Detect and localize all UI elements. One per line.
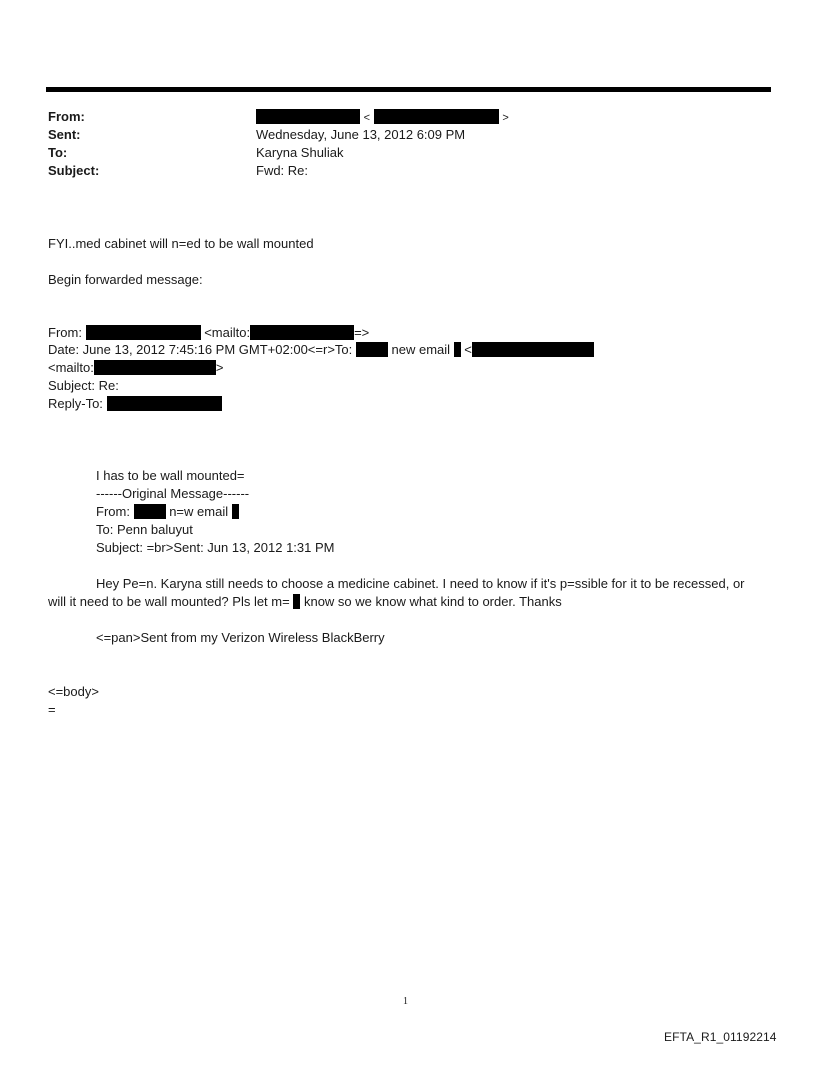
to-label: To: <box>48 145 68 160</box>
sent-label: Sent: <box>48 127 81 142</box>
redaction-block <box>256 109 360 124</box>
redaction-block <box>250 325 354 340</box>
reply-line: I has to be wall mounted= <box>96 468 245 483</box>
fwd-subject: Subject: Re: <box>48 378 119 393</box>
fwd-date: Date: June 13, 2012 7:45:16 PM GMT+02:00<=r>To: <box>48 342 353 357</box>
redaction-block <box>94 360 216 375</box>
fwd-mailto-line <box>48 359 223 376</box>
from-lt: < <box>363 112 371 124</box>
orig-from-tail: n=w email <box>169 504 229 519</box>
redaction-block <box>232 504 239 519</box>
page-number: 1 <box>403 996 408 1007</box>
fwd-mailto2: <mailto: <box>48 360 94 375</box>
from-label: From: <box>48 109 85 124</box>
header-rule <box>46 87 771 92</box>
redaction-block <box>134 504 166 519</box>
redaction-block <box>293 594 300 609</box>
fwd-reply-to: Reply-To: <box>48 396 103 411</box>
begin-forwarded: Begin forwarded message: <box>48 272 203 287</box>
para2-end: know so we know what kind to order. Thanks <box>303 594 562 609</box>
redaction-block <box>454 342 461 357</box>
to-value: Karyna Shuliak <box>256 145 344 160</box>
original-message-header: ------Original Message------ <box>96 486 250 501</box>
para2-start: will it need to be wall mounted? Pls let m= <box>48 594 290 609</box>
bates-stamp: EFTA_R1_01192214 <box>664 1030 777 1044</box>
orig-to: To: Penn baluyut <box>96 522 193 537</box>
fwd-from-label: From: <box>48 325 82 340</box>
fwd-date-line <box>48 341 594 358</box>
fwd-mailto: <mailto: <box>204 325 251 340</box>
fwd-new-email: new email <box>391 342 451 357</box>
end-body-tag: <=body> <box>48 684 99 699</box>
from-gt: > <box>502 112 509 124</box>
redaction-block <box>86 325 201 340</box>
subject-value: Fwd: Re: <box>256 163 309 178</box>
fwd-from-line <box>48 324 369 341</box>
fwd-lt: < <box>464 342 472 357</box>
from-value <box>256 108 509 127</box>
fwd-gt: > <box>215 360 224 375</box>
subject-label: Subject: <box>48 163 100 178</box>
orig-from-label: From: <box>96 504 130 519</box>
message-para-line2 <box>48 593 562 610</box>
redaction-block <box>472 342 594 357</box>
orig-subject: Subject: =br>Sent: Jun 13, 2012 1:31 PM <box>96 540 335 555</box>
fwd-reply-to-line <box>48 395 222 412</box>
fwd-close: => <box>354 325 370 340</box>
redaction-block <box>107 396 222 411</box>
redaction-block <box>374 109 499 124</box>
message-para-line1: Hey Pe=n. Karyna still needs to choose a medicine cabinet. I need to know if it's p=ssible for it to be recessed, or <box>96 576 745 591</box>
orig-from-line <box>96 503 239 520</box>
end-equals: = <box>48 702 56 717</box>
sent-value: Wednesday, June 13, 2012 6:09 PM <box>256 127 466 142</box>
fyi-line: FYI..med cabinet will n=ed to be wall mounted <box>48 236 314 251</box>
redaction-block <box>356 342 388 357</box>
sent-from-line: <=pan>Sent from my Verizon Wireless BlackBerry <box>96 630 385 645</box>
